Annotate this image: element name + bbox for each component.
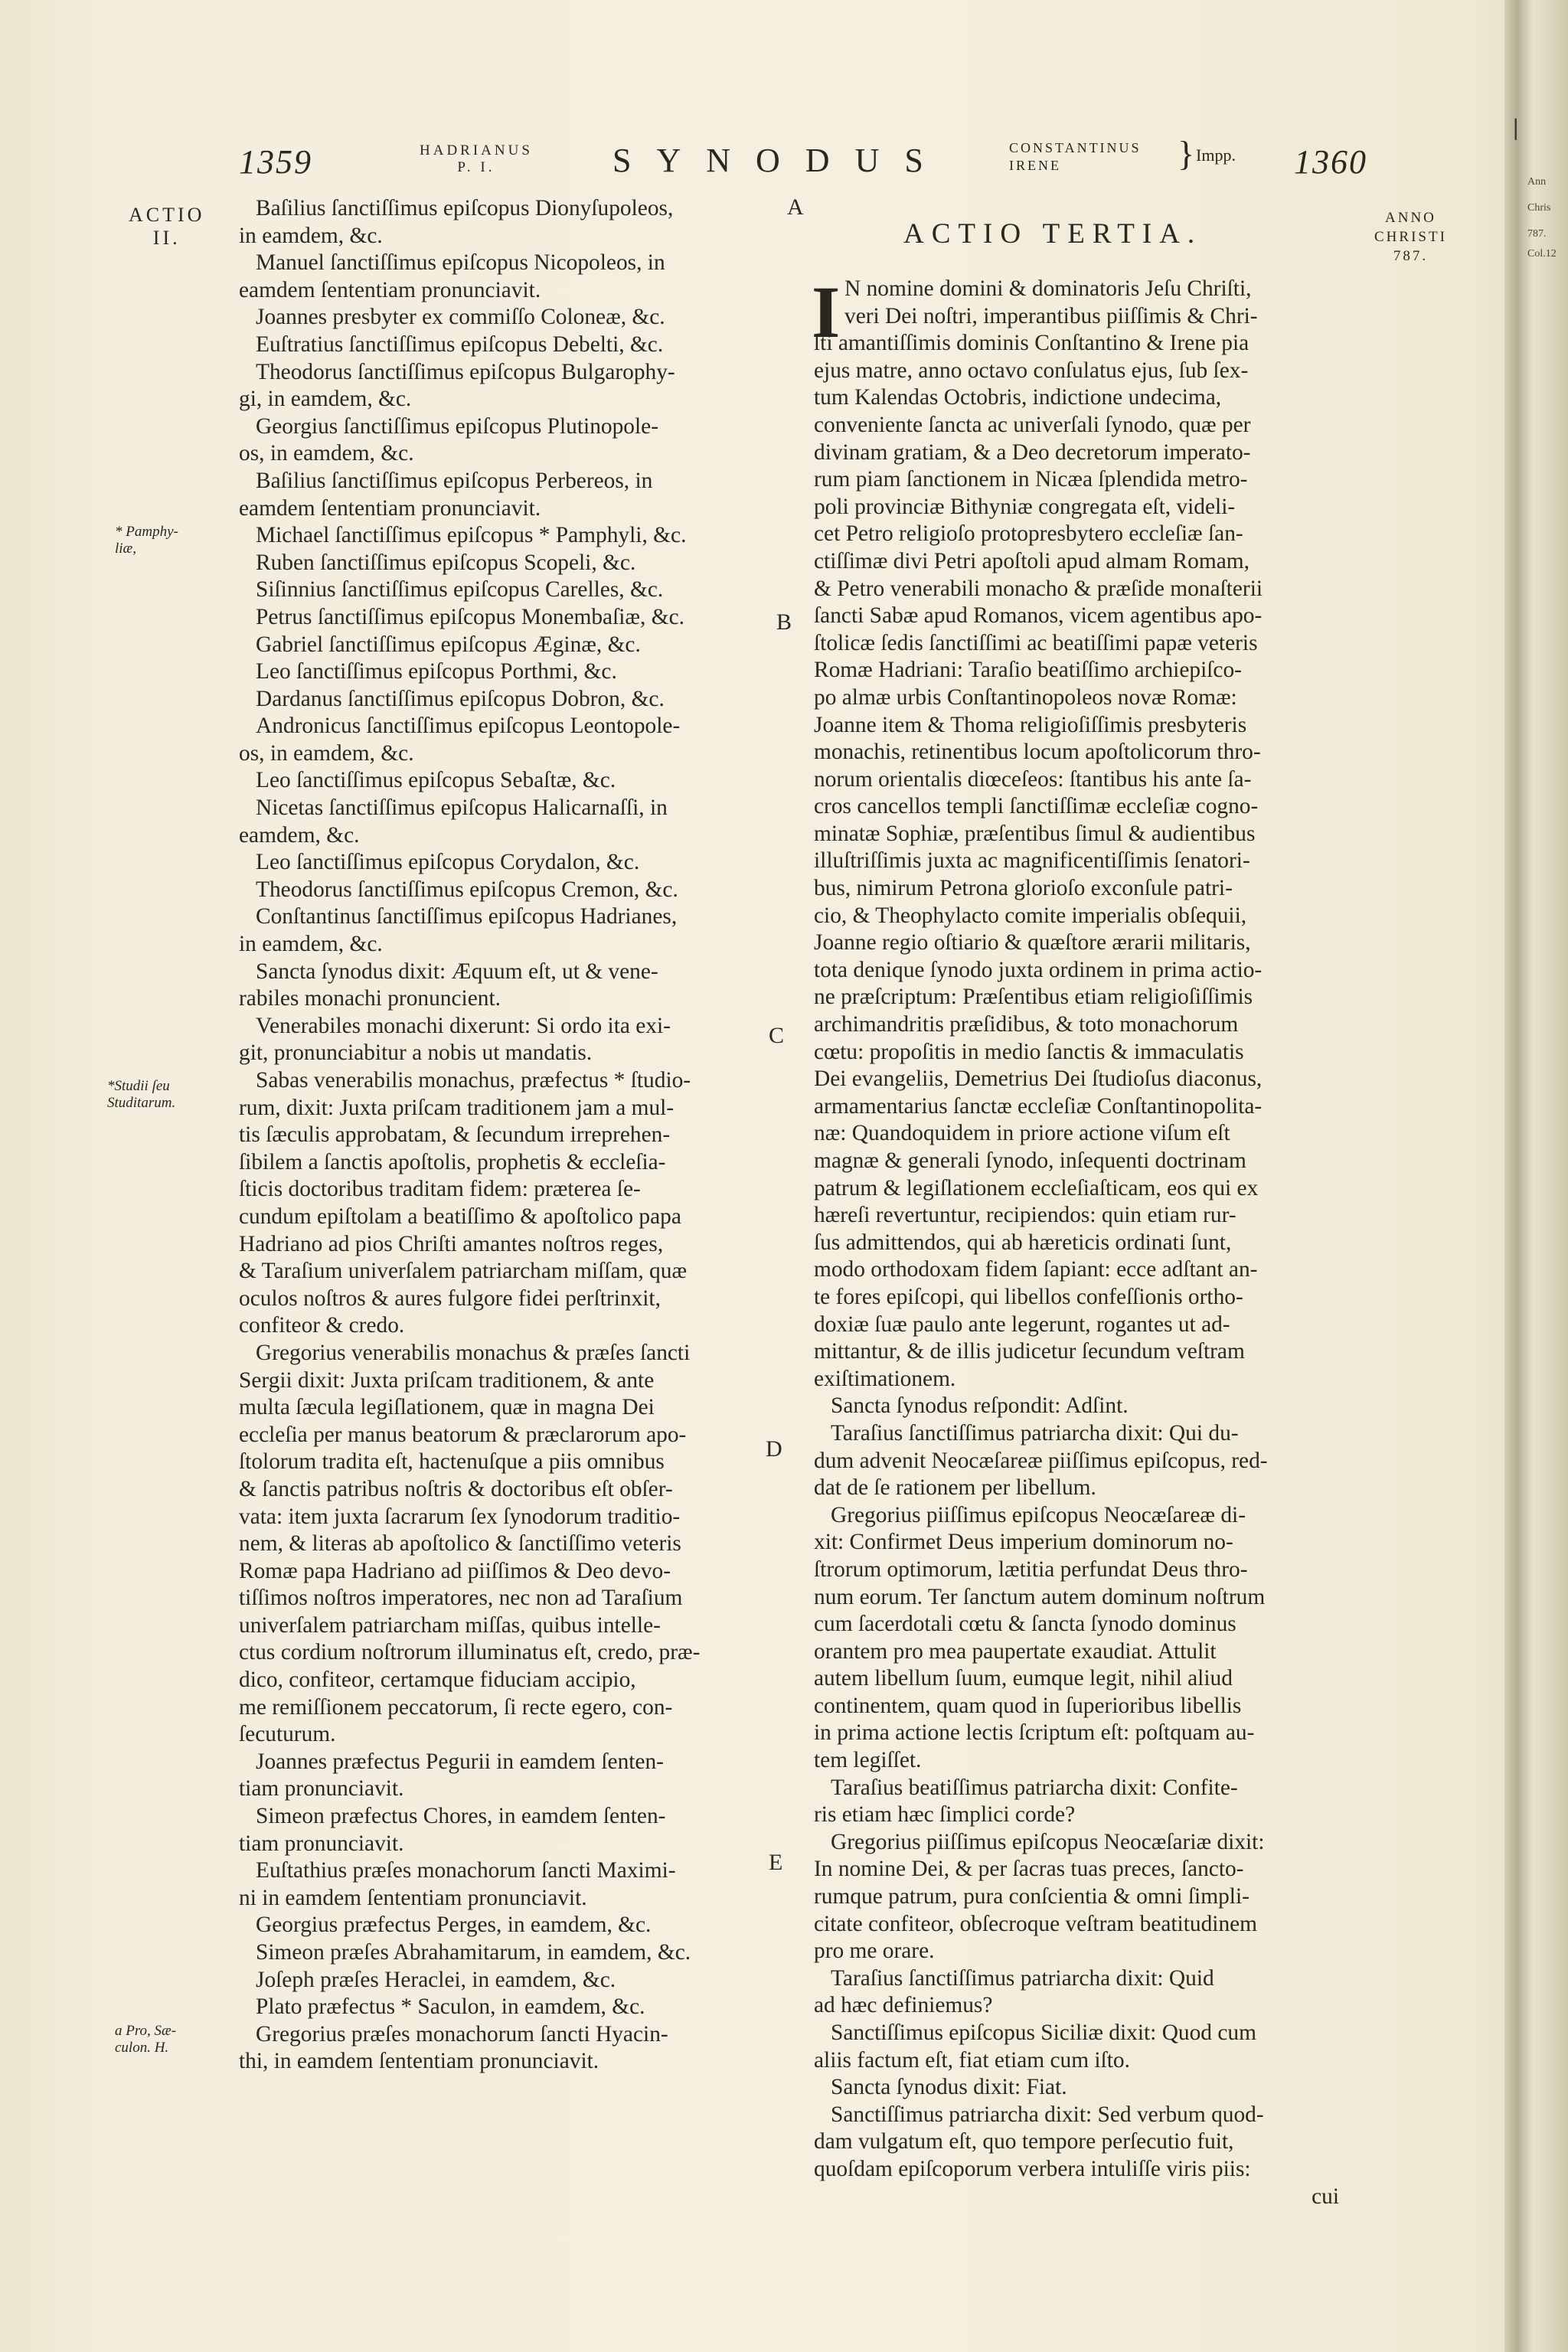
text-line: Gregorius piiſſimus epiſcopus Neocæſareæ di- [831, 1502, 1246, 1527]
text-line: Venerabiles monachi dixerunt: Si ordo ita exi- [256, 1013, 671, 1038]
text-line: conveniente ſancta ac univerſali ſynodo, quæ per [814, 412, 1251, 437]
text-line: ctiſſimæ divi Petri apoſtoli apud almam Romam, [814, 548, 1250, 573]
text-line: Manuel ſanctiſſimus epiſcopus Nicopoleos, in [256, 250, 665, 276]
text-line: aliis factum eſt, fiat etiam cum iſto. [814, 2047, 1130, 2073]
text-line: eamdem ſententiam pronunciavit. [239, 495, 541, 521]
text-line: Gregorius piiſſimus epiſcopus Neocæſariæ dixit: [831, 1829, 1265, 1854]
text-line: Taraſius ſanctiſſimus patriarcha dixit: Quid [831, 1965, 1214, 1991]
text-line: Leo ſanctiſſimus epiſcopus Corydalon, &c. [256, 850, 640, 875]
text-line: citate confiteor, obſecroque veſtram beatitudinem [814, 1911, 1258, 1936]
text-line: eamdem ſententiam pronunciavit. [239, 277, 541, 302]
text-line: minatæ Sophiæ, præſentibus ſimul & audientibus [814, 821, 1256, 846]
edge-text-anno: Ann [1527, 176, 1547, 188]
text-line: cet Petro religioſo protopresbytero eccleſiæ ſan- [814, 521, 1243, 547]
text-line: Andronicus ſanctiſſimus epiſcopus Leontopole- [256, 714, 681, 739]
text-line: ſus admittendos, qui ab hæreticis ordinati ſunt, [814, 1230, 1232, 1255]
text-line: in eamdem, &c. [239, 223, 383, 248]
page-number-left: 1359 [239, 143, 312, 181]
text-line: patrum & legiſlationem eccleſiaſticam, eos qui ex [814, 1175, 1259, 1200]
margin-note-apro-1: a Pro, Sæ- [115, 2023, 177, 2039]
running-header [0, 136, 1501, 190]
text-line: Plato præfectus * Saculon, in eamdem, &c. [256, 1994, 645, 2020]
text-line: po almæ urbis Conſtantinopoleos novæ Romæ: [814, 684, 1237, 710]
text-line: & Taraſium univerſalem patriarcham miſſam, quæ [239, 1259, 688, 1284]
text-line: pro me orare. [814, 1939, 935, 1964]
text-line: multa ſæcula legiſlationem, quæ in magna Dei [239, 1395, 655, 1420]
text-line: Simeon præfectus Chores, in eamdem ſenten- [256, 1804, 666, 1829]
text-line: Joſeph præſes Heraclei, in eamdem, &c. [256, 1967, 616, 1992]
text-line: Theodorus ſanctiſſimus epiſcopus Bulgarophy- [256, 359, 675, 384]
text-line: ſtolicæ ſedis ſanctiſſimi ac beatiſſimi papæ veteris [814, 630, 1258, 655]
margin-note-pamphyliae-2: liæ, [115, 541, 136, 557]
text-line: ctus cordium noſtrorum illuminatus eſt, credo, præ- [239, 1640, 701, 1665]
margin-anno: ANNO [1385, 210, 1436, 226]
text-line: Hadriano ad pios Chriſti amantes noſtros reges, [239, 1231, 664, 1256]
text-line: Petrus ſanctiſſimus epiſcopus Monembaſiæ, &c. [256, 604, 684, 629]
text-line: Sancta ſynodus dixit: Æquum eſt, ut & vene- [256, 959, 658, 984]
text-line: doxiæ ſuæ paulo ante legerunt, rogantes ut ad- [814, 1312, 1230, 1337]
text-line: Gregorius venerabilis monachus & præſes ſancti [256, 1340, 691, 1365]
text-line: in eamdem, &c. [239, 932, 383, 957]
page-binding [1504, 0, 1568, 2352]
text-line: Baſilius ſanctiſſimus epiſcopus Dionyſupoleos, [256, 196, 674, 220]
header-pope [420, 142, 533, 176]
text-line: nem, & literas ab apoſtolico & ſanctiſſimo veteris [239, 1531, 681, 1557]
text-line: Dardanus ſanctiſſimus epiſcopus Dobron, &c. [256, 686, 665, 711]
text-line: os, in eamdem, &c. [239, 441, 414, 466]
text-line: Nicetas ſanctiſſimus epiſcopus Halicarnaſſi, in [256, 795, 668, 821]
text-line: Sanctiſſimus epiſcopus Siciliæ dixit: Quod cum [831, 2020, 1256, 2045]
text-line: cros cancellos templi ſanctiſſimæ eccleſiæ cogno- [814, 794, 1259, 819]
text-line: In nomine Dei, & per ſacras tuas preces, ſancto- [814, 1857, 1244, 1882]
text-line: orantem pro mea paupertate exaudiat. Attulit [814, 1638, 1217, 1664]
text-line: bus, nimirum Petrona glorioſo exconſule patri- [814, 876, 1233, 901]
text-line: Romæ papa Hadriano ad piiſſimos & Deo devo- [239, 1558, 671, 1583]
margin-note-pamphyliae-1: * Pamphy- [115, 524, 178, 540]
text-line: monachis, retinentibus locum apoſtolicorum thro- [814, 740, 1261, 765]
text-line: gi, in eamdem, &c. [239, 387, 412, 412]
margin-note-apro-2: culon. H. [115, 2040, 169, 2056]
text-line: Sanctiſſimus patriarcha dixit: Sed verbum quod- [831, 2102, 1264, 2127]
header-emperors [1009, 139, 1142, 174]
text-line: tota denique ſynodo juxta ordinem in prima actio- [814, 957, 1263, 982]
text-line: Taraſius beatiſſimus patriarcha dixit: Confite- [831, 1775, 1238, 1800]
text-line: confiteor & credo. [239, 1313, 405, 1338]
text-line: hæreſi revertuntur, recipiendos: quin etiam rur- [814, 1203, 1236, 1228]
text-line: Joanne item & Thoma religioſiſſimis presbyteris [814, 712, 1247, 737]
text-line: ſancti Sabæ apud Romanos, vicem agentibus apo- [814, 603, 1263, 629]
text-line: tiam pronunciavit. [239, 1831, 404, 1856]
header-emperor-constantinus: CONSTANTINUS [1009, 140, 1142, 155]
text-line: rum piam ſanctionem in Nicæa ſplendida metro- [814, 467, 1248, 492]
margin-actio [129, 204, 204, 250]
text-line: tum Kalendas Octobris, indictione undecima, [814, 385, 1222, 410]
text-line: eccleſia per manus beatorum & præclarorum apo- [239, 1422, 687, 1447]
header-pope-number: P. I. [457, 158, 495, 175]
text-line: thi, in eamdem ſententiam pronunciavit. [239, 2049, 599, 2074]
text-line: vata: item juxta ſacrarum ſex ſynodorum traditio- [239, 1504, 681, 1529]
text-line: me remiſſionem peccatorum, ſi recte egero, con- [239, 1694, 673, 1720]
text-line: tem legiſſet. [814, 1748, 922, 1773]
text-line: N nomine domini & dominatoris Jeſu Chriſti, [844, 276, 1252, 301]
margin-year: 787. [1393, 248, 1429, 264]
text-line: Siſinnius ſanctiſſimus epiſcopus Carelles, &c. [256, 577, 664, 603]
text-line: autem libellum ſuum, eumque legit, nihil aliud [814, 1666, 1233, 1691]
text-line: illuſtriſſimis juxta ac magnificentiſſimis ſenatori- [814, 848, 1250, 874]
text-line: ejus matre, anno octavo conſulatus ejus, ſub ſex- [814, 358, 1249, 383]
text-line: næ: Quandoquidem in priore actione viſum eſt [814, 1121, 1230, 1146]
edge-text-col: Col.12 [1527, 248, 1557, 260]
text-line: xit: Confirmet Deus imperium dominorum no- [814, 1530, 1233, 1555]
drop-cap: I [812, 271, 841, 353]
text-line: quoſdam epiſcoporum verbera intuliſſe viris piis: [814, 2156, 1251, 2181]
text-line: Leo ſanctiſſimus epiſcopus Sebaſtæ, &c. [256, 768, 616, 793]
text-line: tis ſæculis approbatam, & ſecundum irreprehen- [239, 1122, 671, 1148]
text-line: rum, dixit: Juxta priſcam traditionem jam a mul- [239, 1095, 675, 1120]
text-line: Joannes presbyter ex commiſſo Coloneæ, &c. [256, 305, 665, 330]
text-line: Taraſius ſanctiſſimus patriarcha dixit: Qui du- [831, 1420, 1239, 1446]
text-line: Euſtratius ſanctiſſimus epiſcopus Debelti, &c. [256, 332, 664, 357]
text-line: Gregorius præſes monachorum ſancti Hyacin- [256, 2021, 668, 2047]
section-title-actio-tertia: ACTIO TERTIA. [903, 218, 1203, 250]
page-number-right: 1360 [1294, 143, 1367, 181]
text-line: cio, & Theophylacto comite imperialis obſequii, [814, 903, 1247, 928]
text-line: rabiles monachi pronuncient. [239, 986, 501, 1011]
margin-note-pamphyliae [115, 524, 178, 557]
margin-anno-christi [1374, 208, 1447, 266]
text-line: continentem, quam quod in ſuperioribus libellis [814, 1693, 1242, 1718]
margin-note-studii-2: Studitarum. [107, 1095, 176, 1111]
text-line: Gabriel ſanctiſſimus epiſcopus Æginæ, &c. [256, 632, 641, 657]
section-letter-a: A [787, 194, 804, 220]
text-line: Michael ſanctiſſimus epiſcopus * Pamphyli, &c. [256, 523, 687, 548]
text-line: dat de ſe rationem per libellum. [814, 1475, 1096, 1501]
text-line: Sergii dixit: Juxta priſcam traditionem, & ante [239, 1367, 655, 1393]
text-line: ſti amantiſſimis dominis Conſtantino & Irene pia [814, 331, 1250, 356]
text-line: Sancta ſynodus reſpondit: Adſint. [831, 1393, 1129, 1419]
text-line: oculos noſtros & aures fulgore fidei perſtrinxit, [239, 1285, 661, 1311]
text-line: tiſſimos noſtros imperatores, nec non ad Taraſium [239, 1586, 683, 1611]
text-line: Georgius ſanctiſſimus epiſcopus Plutinopole- [256, 413, 658, 439]
text-line: ad hæc definiemus? [814, 1993, 993, 2018]
text-line: Conſtantinus ſanctiſſimus epiſcopus Hadrianes, [256, 904, 678, 929]
text-line: Romæ Hadriani: Taraſio beatiſſimo archiepiſco- [814, 658, 1242, 683]
header-pope-name: HADRIANUS [420, 142, 533, 158]
text-line: Dei evangeliis, Demetrius Dei ſtudioſus diaconus, [814, 1067, 1263, 1092]
text-line: dico, confiteor, certamque fiduciam accipio, [239, 1668, 636, 1693]
text-line: ne præſcriptum: Præſentibus etiam religioſiſſimis [814, 985, 1253, 1010]
edge-text-year: 787. [1527, 228, 1547, 240]
section-letter-e: E [769, 1850, 783, 1875]
text-line: armamentarius ſanctæ eccleſiæ Conſtantinopolita- [814, 1093, 1263, 1119]
header-title: SYNODUS [612, 142, 949, 179]
text-line: cundum epiſtolam a beatiſſimo & apoſtolico papa [239, 1204, 681, 1229]
text-line: Euſtathius præſes monachorum ſancti Maximi- [256, 1858, 676, 1883]
text-line: Simeon præſes Abrahamitarum, in eamdem, &c. [256, 1940, 691, 1965]
margin-note-studii-1: *Studii ſeu [107, 1078, 170, 1094]
header-impp: Impp. [1196, 145, 1236, 165]
section-letter-b: B [776, 609, 792, 635]
section-letter-d: D [766, 1436, 782, 1462]
text-line: mittantur, & de illis judicetur ſecundum veſtram [814, 1339, 1245, 1364]
margin-note-apro [115, 2023, 176, 2056]
edge-mark: ❘ [1507, 116, 1525, 140]
text-line: num eorum. Ter ſanctum autem dominum noſtrum [814, 1584, 1266, 1609]
text-line: ſecuturum. [239, 1722, 336, 1747]
text-line: Joanne regio oſtiario & quæſtore ærarii militaris, [814, 930, 1251, 956]
text-line: Sancta ſynodus dixit: Fiat. [831, 2075, 1067, 2100]
left-column [239, 195, 775, 2076]
header-brace: } [1178, 134, 1195, 173]
text-line: Georgius præfectus Perges, in eamdem, &c. [256, 1913, 652, 1938]
margin-christi: CHRISTI [1374, 229, 1447, 245]
text-line: exiſtimationem. [814, 1366, 956, 1391]
margin-note-studii [107, 1078, 175, 1112]
text-line: poli provinciæ Bithyniæ congregata eſt, videli- [814, 494, 1236, 519]
text-line: cui [1312, 2184, 1339, 2209]
margin-actio-label: ACTIO [129, 204, 205, 226]
text-line: ni in eamdem ſententiam pronunciavit. [239, 1885, 587, 1910]
text-line: eamdem, &c. [239, 822, 360, 848]
text-line: archimandritis præſidibus, & toto monachorum [814, 1012, 1239, 1037]
section-letter-c: C [769, 1023, 785, 1048]
text-line: modo orthodoxam fidem ſapiant: ecce adſtant an- [814, 1257, 1258, 1282]
text-line: Joannes præfectus Pegurii in eamdem ſenten- [256, 1749, 664, 1774]
text-line: Ruben ſanctiſſimus epiſcopus Scopeli, &c. [256, 550, 636, 575]
text-line: te fores epiſcopi, qui libellos confeſſionis ortho- [814, 1284, 1243, 1309]
text-line: ſticis doctoribus traditam fidem: præterea ſe- [239, 1177, 641, 1202]
text-line: & Petro venerabili monacho & præſide monaſterii [814, 576, 1263, 601]
text-line: norum orientalis diœceſeos: ſtantibus his ante ſa- [814, 766, 1252, 792]
text-line: cum ſacerdotali cœtu & ſancta ſynodo dominus [814, 1612, 1236, 1637]
text-line: divinam gratiam, & a Deo decretorum imperato- [814, 439, 1251, 465]
text-line: ris etiam hæc ſimplici corde? [814, 1802, 1076, 1828]
text-line: tiam pronunciavit. [239, 1776, 404, 1802]
text-line: dum advenit Neocæſareæ piiſſimus epiſcopus, red- [814, 1448, 1268, 1473]
text-line: dam vulgatum eſt, quo tempore perſecutio fuit, [814, 2129, 1234, 2154]
text-line: cœtu: propoſitis in medio ſanctis & immaculatis [814, 1039, 1244, 1064]
text-line: os, in eamdem, &c. [239, 740, 414, 766]
right-column [812, 271, 1370, 2210]
text-line: Leo ſanctiſſimus epiſcopus Porthmi, &c. [256, 659, 617, 684]
text-line: univerſalem patriarcham miſſas, quibus intelle- [239, 1612, 661, 1638]
text-line: & ſanctis patribus noſtris & doctoribus eſt obſer- [239, 1476, 673, 1501]
text-line: ſibilem a ſanctis apoſtolis, prophetis & eccleſia- [239, 1149, 666, 1174]
text-line: git, pronunciabitur a nobis ut mandatis. [239, 1040, 593, 1066]
edge-text-christi: Chris [1527, 202, 1551, 214]
text-line: Sabas venerabilis monachus, præfectus * ſtudio- [256, 1068, 691, 1093]
text-line: in prima actione lectis ſcriptum eſt: poſtquam au- [814, 1720, 1255, 1746]
text-line: magnæ & generali ſynodo, inſequenti doctrinam [814, 1148, 1246, 1173]
text-line: ſtrorum optimorum, lætitia perfundat Deus thro- [814, 1557, 1248, 1582]
text-line: ſtolorum tradita eſt, hactenuſque a piis omnibus [239, 1449, 665, 1475]
text-line: Theodorus ſanctiſſimus epiſcopus Cremon, &c. [256, 877, 678, 902]
header-emperor-irene: IRENE [1009, 157, 1061, 173]
text-line: rumque patrum, pura conſcientia & omni ſimpli- [814, 1884, 1250, 1909]
margin-actio-number: II. [152, 227, 181, 249]
text-line: Baſilius ſanctiſſimus epiſcopus Perbereos, in [256, 468, 653, 493]
text-line: veri Dei noſtri, imperantibus piiſſimis & Chri- [844, 303, 1258, 328]
